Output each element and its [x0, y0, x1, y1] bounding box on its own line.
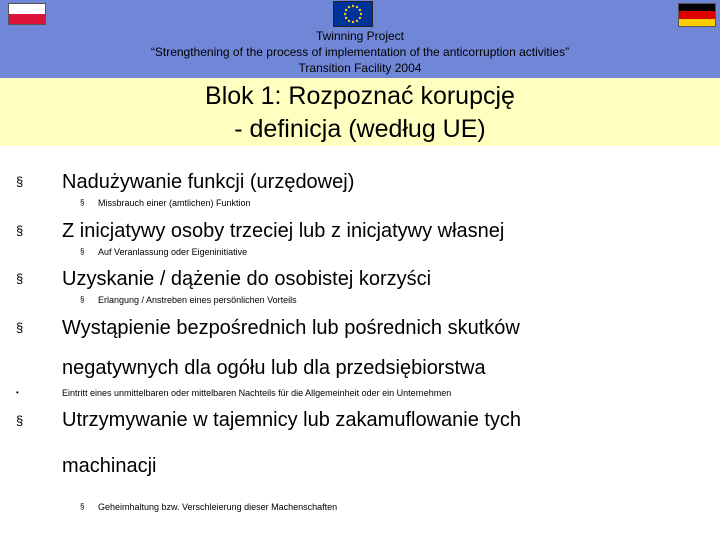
sub-bullet-marker: § — [80, 247, 85, 256]
bullet-marker: § — [16, 320, 24, 335]
list-item-german: Geheimhaltung bzw. Verschleierung dieser Machenschaften — [98, 502, 338, 512]
header-text — [0, 28, 720, 76]
bullet-marker: § — [16, 271, 24, 286]
list-item-german: Missbrauch einer (amtlichen) Funktion — [98, 198, 251, 208]
list-item-polish: Nadużywanie funkcji (urzędowej) — [62, 171, 355, 193]
bullet-marker: § — [16, 174, 24, 189]
project-name: Twinning Project — [315, 29, 405, 43]
flag-poland-icon — [8, 3, 46, 25]
list-item-german: Auf Veranlassung oder Eigeninitiative — [98, 247, 248, 257]
list-item-german: Erlangung / Anstreben eines persönlichen Vorteils — [98, 295, 297, 305]
sub-bullet-marker: § — [80, 502, 85, 511]
list-item-polish: Z inicjatywy osoby trzeciej lub z inicjatywy własnej — [62, 220, 505, 242]
bullet-marker: § — [16, 413, 24, 428]
bullet-marker: § — [16, 223, 24, 238]
slide-title-line1: Blok 1: Rozpoznać korupcję — [205, 82, 515, 110]
sub-bullet-marker: § — [80, 198, 85, 207]
project-subject: “Strengthening of the process of implementation of the anticorruption activities” — [150, 45, 570, 59]
list-item-german: Eintritt eines unmittelbaren oder mittelbaren Nachteils für die Allgemeinheit oder ein Unternehmen — [62, 388, 452, 398]
list-item-polish: Uzyskanie / dążenie do osobistej korzyści — [62, 268, 432, 290]
sub-bullet-marker: • — [16, 388, 19, 397]
slide-title — [0, 80, 720, 146]
flag-germany-icon — [678, 3, 716, 27]
facility-name: Transition Facility 2004 — [298, 61, 422, 75]
sub-bullet-marker: § — [80, 295, 85, 304]
list-item-polish-continued: negatywnych dla ogółu lub dla przedsiębiorstwa — [62, 357, 486, 379]
list-item-polish: Wystąpienie bezpośrednich lub pośrednich skutków — [62, 317, 520, 339]
header-band — [0, 0, 720, 78]
flag-eu-icon — [333, 1, 373, 27]
slide-title-line2: - definicja (według UE) — [234, 115, 486, 143]
list-item-polish: Utrzymywanie w tajemnicy lub zakamuflowanie tych — [62, 409, 522, 431]
list-item-polish-continued: machinacji — [62, 455, 157, 477]
